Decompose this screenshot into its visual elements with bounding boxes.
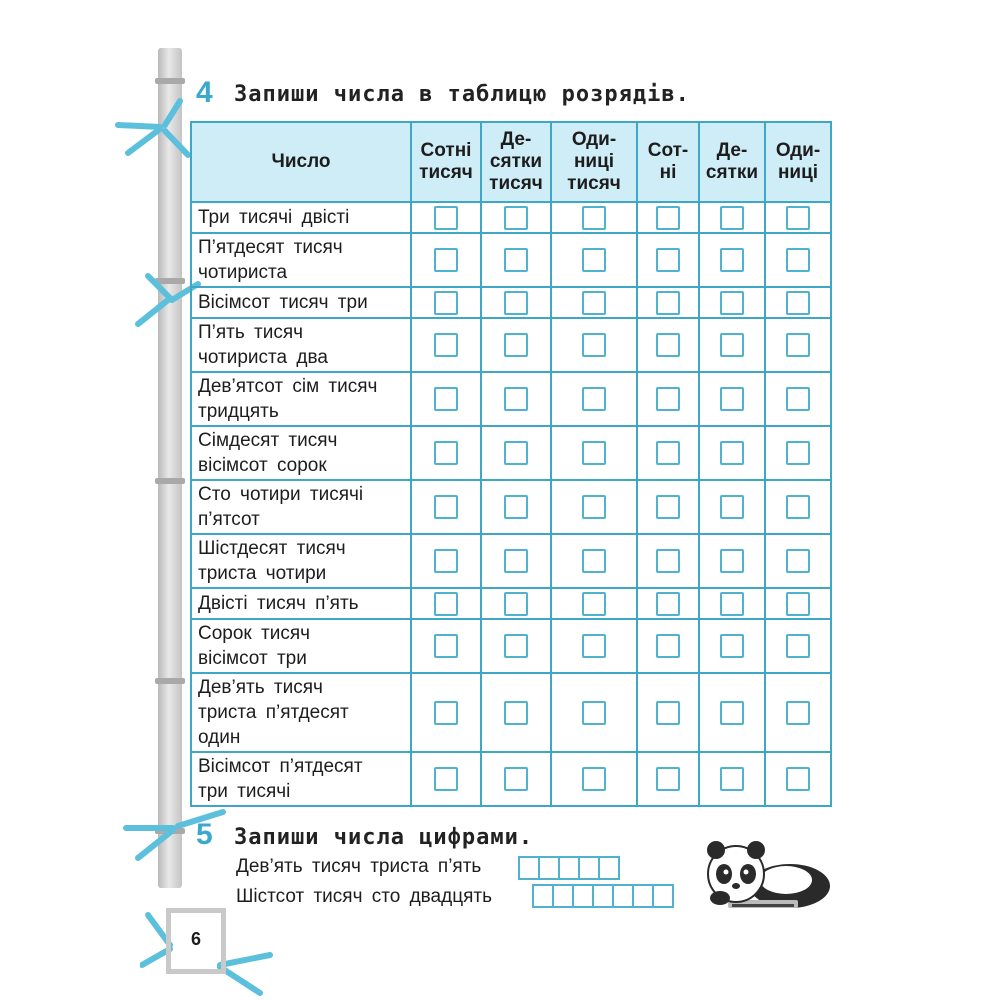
table-row	[191, 534, 831, 588]
number-words-line: триста п’ятдесят	[198, 702, 349, 723]
digit-box[interactable]	[434, 634, 458, 658]
digit-box[interactable]	[656, 291, 680, 315]
digit-box[interactable]	[504, 549, 528, 573]
digit-box[interactable]	[656, 387, 680, 411]
digit-box[interactable]	[786, 495, 810, 519]
digit-box[interactable]	[720, 248, 744, 272]
digit-box[interactable]	[504, 701, 528, 725]
digit-box[interactable]	[582, 291, 606, 315]
digit-box[interactable]	[656, 495, 680, 519]
digit-cell[interactable]	[598, 856, 620, 880]
table-row	[191, 426, 831, 480]
digit-box[interactable]	[434, 206, 458, 230]
digit-box[interactable]	[786, 387, 810, 411]
digit-box[interactable]	[786, 333, 810, 357]
header-tens: Де- сятки	[699, 122, 765, 202]
digit-cell	[481, 534, 551, 588]
digit-cell	[551, 480, 637, 534]
digit-box[interactable]	[434, 248, 458, 272]
digit-cell	[765, 318, 831, 372]
digit-cell	[765, 480, 831, 534]
digit-cell	[699, 673, 765, 752]
digit-box[interactable]	[656, 549, 680, 573]
number-words-cell	[191, 426, 411, 480]
digit-box[interactable]	[434, 767, 458, 791]
digit-cell	[765, 233, 831, 287]
digit-cell	[411, 318, 481, 372]
digit-cell[interactable]	[592, 884, 614, 908]
digit-box[interactable]	[720, 592, 744, 616]
digit-cell	[411, 426, 481, 480]
digit-cell	[411, 480, 481, 534]
digit-cell	[551, 673, 637, 752]
digit-box[interactable]	[434, 549, 458, 573]
table-row	[191, 372, 831, 426]
table-row	[191, 233, 831, 287]
digit-cell	[765, 534, 831, 588]
digit-answer-field[interactable]	[532, 884, 672, 908]
number-words-line: Сорок тисяч	[198, 623, 311, 644]
digit-box[interactable]	[582, 634, 606, 658]
number-words-line: чотириста	[198, 262, 288, 283]
digit-cell	[481, 372, 551, 426]
digit-cell	[637, 372, 699, 426]
digit-cell	[699, 588, 765, 619]
digit-cell	[551, 202, 637, 233]
number-words-cell	[191, 480, 411, 534]
digit-box[interactable]	[582, 206, 606, 230]
number-words-line: Двісті тисяч п’ять	[198, 593, 359, 614]
digit-box[interactable]	[720, 291, 744, 315]
number-words-cell	[191, 202, 411, 233]
table-row	[191, 752, 831, 806]
digit-cell[interactable]	[552, 884, 574, 908]
digit-cell	[699, 372, 765, 426]
digit-cell	[699, 480, 765, 534]
digit-cell	[699, 619, 765, 673]
number-words-line: вісімсот три	[198, 648, 307, 669]
digit-cell[interactable]	[578, 856, 600, 880]
digit-box[interactable]	[504, 333, 528, 357]
number-words-line: один	[198, 727, 241, 748]
digit-box[interactable]	[504, 592, 528, 616]
digit-cell	[699, 534, 765, 588]
digit-cell	[699, 233, 765, 287]
digit-cell	[699, 287, 765, 318]
digit-cell	[551, 372, 637, 426]
digit-box[interactable]	[582, 592, 606, 616]
digit-box[interactable]	[656, 441, 680, 465]
digit-cell	[411, 752, 481, 806]
digit-cell	[765, 752, 831, 806]
bamboo-leaves-icon	[118, 800, 238, 870]
digit-cell	[551, 287, 637, 318]
digit-cell	[551, 619, 637, 673]
digit-cell[interactable]	[518, 856, 540, 880]
digit-box[interactable]	[786, 701, 810, 725]
digit-cell	[637, 426, 699, 480]
digit-cell	[765, 619, 831, 673]
digit-box[interactable]	[786, 291, 810, 315]
digit-cell	[765, 202, 831, 233]
number-words-line: Сто чотири тисячі	[198, 484, 364, 505]
digit-cell	[481, 752, 551, 806]
table-header-row	[191, 122, 831, 202]
digit-box[interactable]	[786, 206, 810, 230]
number-words-line: Три тисячі двісті	[198, 207, 350, 228]
digit-cell	[637, 202, 699, 233]
digit-cell	[551, 534, 637, 588]
digit-cell[interactable]	[558, 856, 580, 880]
number-words-line: Вісімсот п’ятдесят	[198, 756, 363, 777]
digit-cell	[481, 233, 551, 287]
place-value-table	[190, 121, 832, 807]
digit-box[interactable]	[582, 248, 606, 272]
digit-cell	[551, 588, 637, 619]
digit-box[interactable]	[504, 248, 528, 272]
number-words-cell	[191, 534, 411, 588]
digit-box[interactable]	[720, 701, 744, 725]
number-words-line: Шістдесят тисяч	[198, 538, 346, 559]
digit-box[interactable]	[434, 592, 458, 616]
digit-box[interactable]	[504, 495, 528, 519]
digit-box[interactable]	[720, 206, 744, 230]
header-hundred-thousands: Сотні тисяч	[411, 122, 481, 202]
task-number: 4	[196, 76, 213, 109]
header-ten-thousands: Де- сятки тисяч	[481, 122, 551, 202]
page-number-frame	[166, 908, 226, 974]
digit-cell	[551, 752, 637, 806]
digit-box[interactable]	[434, 495, 458, 519]
digit-box[interactable]	[434, 387, 458, 411]
digit-cell	[765, 372, 831, 426]
number-words-line: Дев’ятсот сім тисяч	[198, 376, 378, 397]
digit-cell[interactable]	[632, 884, 654, 908]
digit-box[interactable]	[582, 495, 606, 519]
task-instruction: Запиши числа в таблицю розрядів.	[234, 82, 690, 107]
number-words-line: П’ять тисяч	[198, 322, 304, 343]
digit-box[interactable]	[434, 701, 458, 725]
digit-box[interactable]	[786, 592, 810, 616]
digit-cell[interactable]	[612, 884, 634, 908]
digit-cell	[637, 752, 699, 806]
header-units: Оди- ниці	[765, 122, 831, 202]
digit-cell[interactable]	[538, 856, 560, 880]
digit-box[interactable]	[656, 767, 680, 791]
digit-cell	[411, 619, 481, 673]
number-words-cell	[191, 673, 411, 752]
digit-cell	[481, 318, 551, 372]
digit-box[interactable]	[582, 333, 606, 357]
digit-box[interactable]	[504, 441, 528, 465]
digit-box[interactable]	[656, 333, 680, 357]
header-hundreds: Сот- ні	[637, 122, 699, 202]
digit-box[interactable]	[786, 549, 810, 573]
digit-box[interactable]	[720, 333, 744, 357]
number-words-cell	[191, 318, 411, 372]
page-number: 6	[190, 929, 201, 949]
digit-cell	[765, 673, 831, 752]
digit-box[interactable]	[582, 387, 606, 411]
table-row	[191, 480, 831, 534]
digit-cell	[411, 233, 481, 287]
number-words-line: Дев’ять тисяч	[198, 677, 323, 698]
digit-cell	[481, 287, 551, 318]
digit-cell	[699, 318, 765, 372]
digit-cell[interactable]	[572, 884, 594, 908]
number-words-line: Сімдесят тисяч	[198, 430, 338, 451]
digit-cell	[637, 534, 699, 588]
task5-item-text: Дев’ять тисяч триста п’ять	[236, 856, 482, 877]
digit-cell	[411, 287, 481, 318]
digit-cell	[551, 233, 637, 287]
digit-box[interactable]	[720, 767, 744, 791]
digit-box[interactable]	[582, 767, 606, 791]
number-words-line: триста чотири	[198, 563, 327, 584]
table-row	[191, 619, 831, 673]
header-thousands: Оди- ниці тисяч	[551, 122, 637, 202]
digit-cell	[765, 426, 831, 480]
task5-item-text: Шістсот тисяч сто двадцять	[236, 886, 492, 907]
number-words-cell	[191, 588, 411, 619]
number-words-line: П’ятдесят тисяч	[198, 237, 343, 258]
number-words-line: вісімсот сорок	[198, 455, 327, 476]
digit-cell	[481, 588, 551, 619]
digit-cell	[765, 588, 831, 619]
table-row	[191, 588, 831, 619]
number-words-cell	[191, 233, 411, 287]
digit-box[interactable]	[786, 248, 810, 272]
digit-box[interactable]	[656, 592, 680, 616]
digit-cell	[637, 318, 699, 372]
digit-box[interactable]	[720, 387, 744, 411]
digit-cell	[637, 588, 699, 619]
number-words-cell	[191, 372, 411, 426]
digit-box[interactable]	[504, 206, 528, 230]
number-words-line: три тисячі	[198, 781, 291, 802]
table-row	[191, 202, 831, 233]
digit-cell	[699, 202, 765, 233]
digit-cell	[411, 673, 481, 752]
digit-cell	[481, 202, 551, 233]
digit-box[interactable]	[786, 767, 810, 791]
number-words-cell	[191, 287, 411, 318]
digit-box[interactable]	[434, 333, 458, 357]
table-row	[191, 318, 831, 372]
digit-box[interactable]	[656, 634, 680, 658]
digit-box[interactable]	[720, 549, 744, 573]
digit-cell	[481, 480, 551, 534]
digit-cell	[551, 426, 637, 480]
digit-cell	[551, 318, 637, 372]
digit-box[interactable]	[720, 441, 744, 465]
digit-box[interactable]	[434, 291, 458, 315]
digit-cell	[699, 752, 765, 806]
digit-cell	[411, 588, 481, 619]
task-instruction: Запиши числа цифрами.	[234, 825, 534, 850]
digit-box[interactable]	[786, 634, 810, 658]
digit-box[interactable]	[504, 634, 528, 658]
header-number: Число	[191, 122, 411, 202]
digit-box[interactable]	[656, 701, 680, 725]
digit-cell	[411, 372, 481, 426]
table-row	[191, 287, 831, 318]
digit-answer-field[interactable]	[518, 856, 618, 880]
number-words-line: п’ятсот	[198, 509, 260, 530]
digit-cell	[637, 619, 699, 673]
digit-box[interactable]	[504, 387, 528, 411]
digit-cell	[411, 202, 481, 233]
digit-box[interactable]	[434, 441, 458, 465]
digit-cell	[637, 673, 699, 752]
digit-cell	[481, 619, 551, 673]
digit-box[interactable]	[582, 441, 606, 465]
digit-box[interactable]	[582, 701, 606, 725]
task-number: 5	[196, 818, 213, 851]
digit-cell[interactable]	[532, 884, 554, 908]
number-words-line: тридцять	[198, 401, 279, 422]
digit-cell	[699, 426, 765, 480]
number-words-line: Вісімсот тисяч три	[198, 292, 368, 313]
digit-box[interactable]	[720, 634, 744, 658]
digit-box[interactable]	[656, 206, 680, 230]
number-words-cell	[191, 752, 411, 806]
digit-box[interactable]	[582, 549, 606, 573]
digit-box[interactable]	[504, 767, 528, 791]
digit-box[interactable]	[786, 441, 810, 465]
digit-cell	[637, 287, 699, 318]
table-row	[191, 673, 831, 752]
number-words-line: чотириста два	[198, 347, 328, 368]
digit-cell	[411, 534, 481, 588]
digit-box[interactable]	[720, 495, 744, 519]
digit-cell	[765, 287, 831, 318]
digit-box[interactable]	[504, 291, 528, 315]
digit-box[interactable]	[656, 248, 680, 272]
digit-cell[interactable]	[652, 884, 674, 908]
digit-cell	[637, 480, 699, 534]
number-words-cell	[191, 619, 411, 673]
panda-icon	[698, 834, 838, 914]
digit-cell	[481, 426, 551, 480]
digit-cell	[637, 233, 699, 287]
digit-cell	[481, 673, 551, 752]
